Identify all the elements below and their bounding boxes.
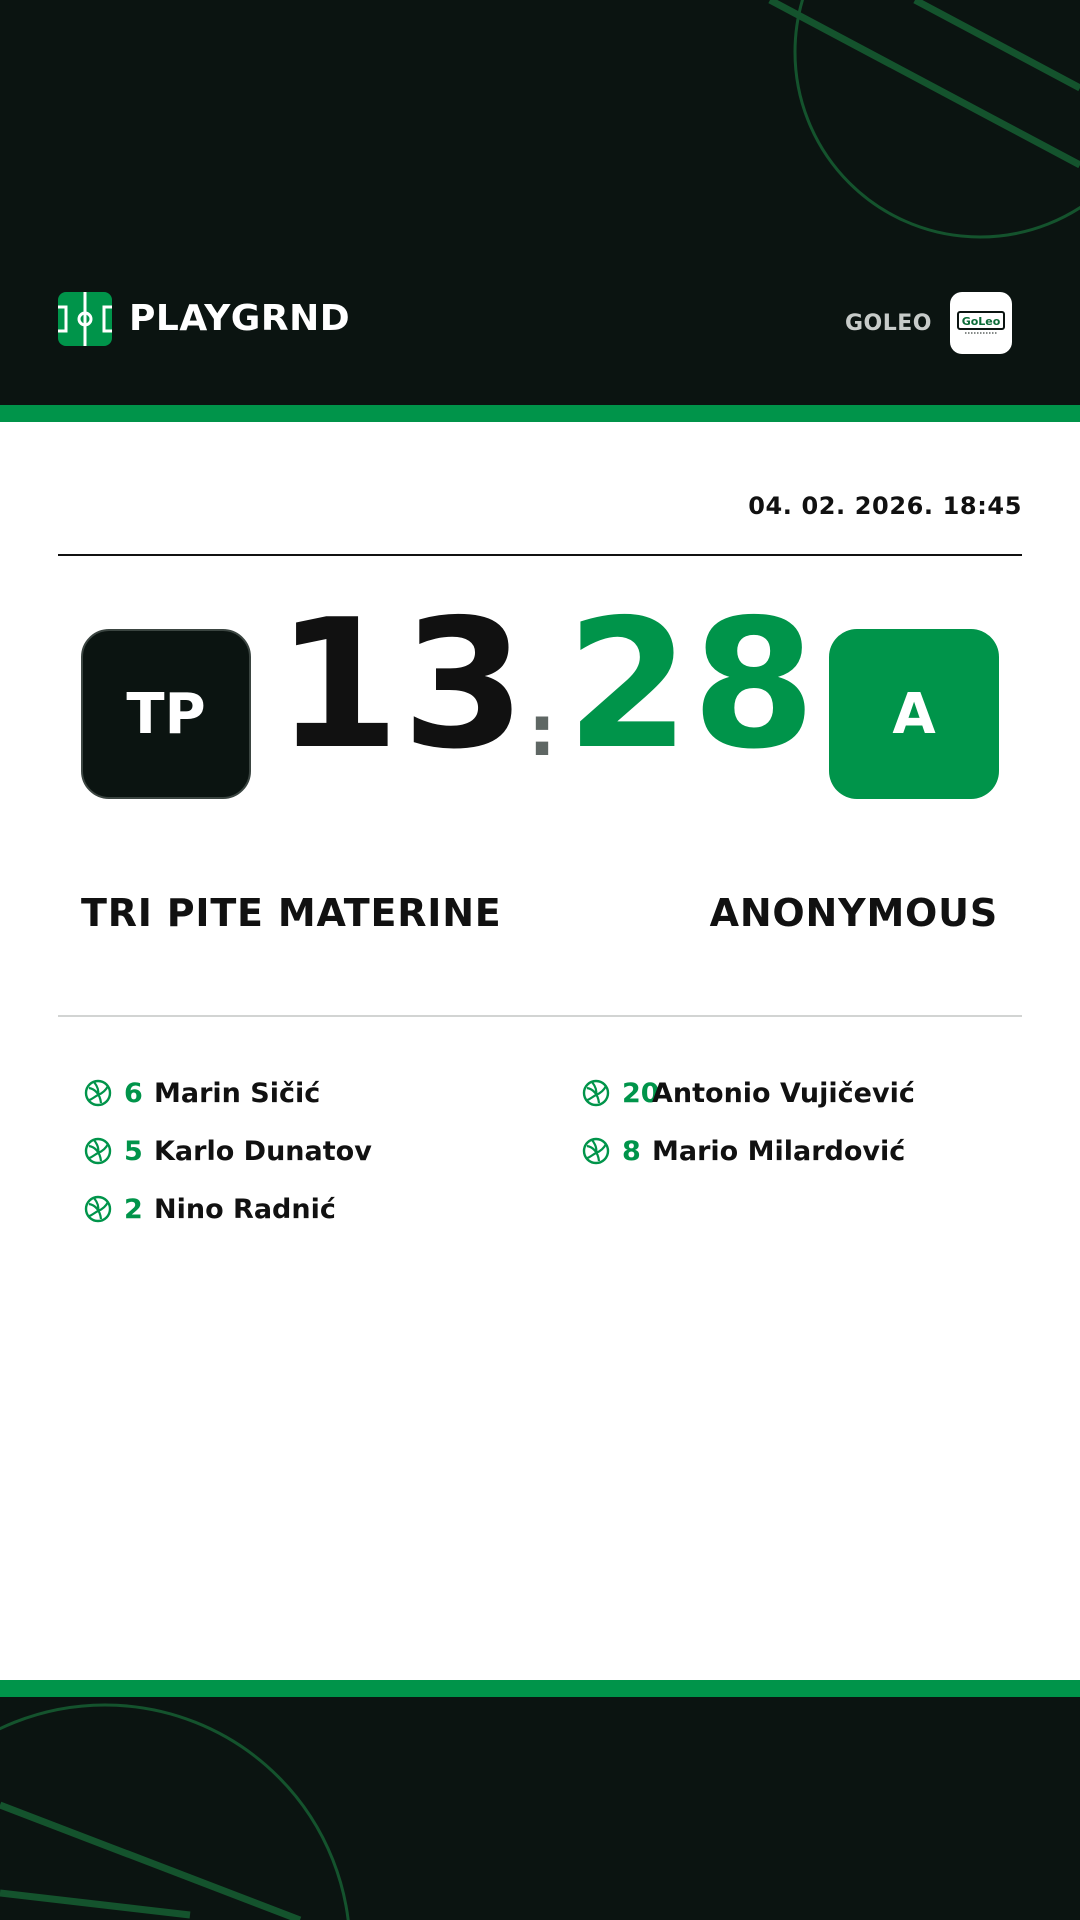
goal-count: 2 [124,1193,143,1225]
scorer-name: Antonio Vujičević [652,1077,915,1109]
scorer-row [84,1064,372,1122]
match-datetime: 04. 02. 2026. 18:45 [748,492,1022,520]
ball-icon [84,1079,112,1107]
goal-count: 8 [622,1135,641,1167]
away-scorers-list [582,1064,915,1180]
ball-icon [84,1195,112,1223]
scorer-name: Nino Radnić [154,1193,336,1225]
football-pitch-icon [58,292,112,346]
divider [58,1015,1022,1017]
header [0,0,1080,405]
goal-count: 5 [124,1135,143,1167]
ball-icon [582,1137,610,1165]
home-team-badge: TP [81,629,251,799]
scorer-row [84,1180,372,1238]
scorer-name: Karlo Dunatov [154,1135,372,1167]
partner-name: GOLEO [844,310,932,336]
away-score: 28 [566,581,818,788]
home-team-name: TRI PITE MATERINE [81,891,502,935]
scorer-row [582,1064,915,1122]
partner-logo-text: GoLeo [961,315,1001,328]
ball-icon [582,1079,610,1107]
home-scorers-list [84,1064,372,1238]
accent-bar-top [0,405,1080,422]
partner-logo [950,292,1012,354]
divider [58,554,1022,556]
scorer-name: Marin Sičić [154,1077,321,1109]
accent-bar-bottom [0,1680,1080,1697]
ball-icon [84,1137,112,1165]
score-separator: : [528,690,556,772]
away-team-name: ANONYMOUS [709,891,998,935]
away-team-badge: A [829,629,999,799]
brand-name: PLAYGRND [129,298,351,339]
home-score: 13 [276,581,528,788]
goal-count: 20 [622,1077,660,1109]
brand [58,291,350,346]
scorer-name: Mario Milardović [652,1135,906,1167]
footer [0,1697,1080,1920]
scorer-row [84,1122,372,1180]
goal-count: 6 [124,1077,143,1109]
partner [845,292,1012,354]
scorer-row [582,1122,915,1180]
pitch-lines-decoration [0,1697,1080,1920]
